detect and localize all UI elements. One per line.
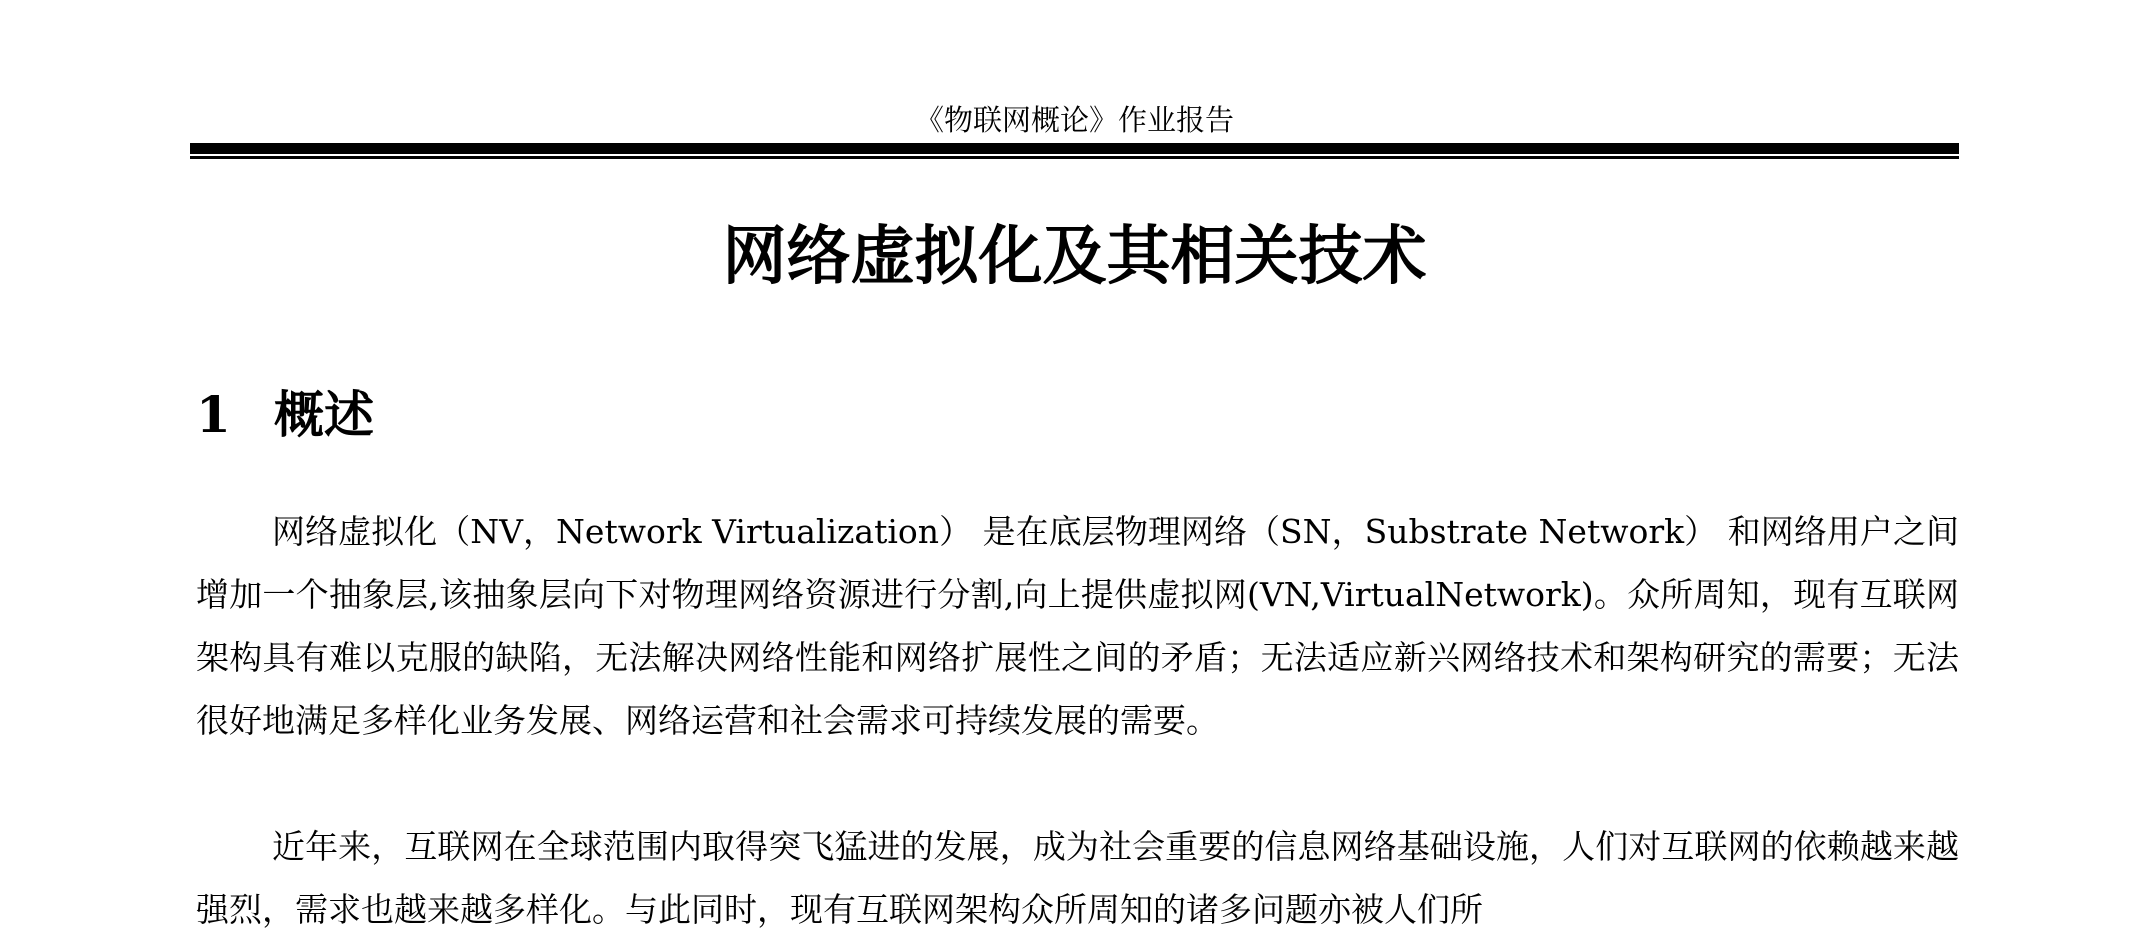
section-heading [196, 380, 374, 450]
header-rule-thick [190, 143, 1959, 154]
section-number: 1 [196, 385, 231, 444]
header-rule-thin [190, 156, 1959, 159]
body-paragraph: 网络虚拟化（NV，Network Virtualization） 是在底层物理网络（SN，Substrate Network） 和网络用户之间增加一个抽象层,该抽象层向下对物理网络资源进行分割,向上提供虚拟网(VN,VirtualNetwork)。众所周知，现有互联网架构具有难以克服的缺陷，无法解决网络性能和网络扩展性之间的矛盾；无法适应新兴网络技术和架构研究的需要；无法很好地满足多样化业务发展、网络运营和社会需求可持续发展的需要。 [196, 512, 1959, 740]
page-header: 《物联网概论》作业报告 [914, 103, 1234, 137]
document-title: 网络虚拟化及其相关技术 [722, 219, 1427, 294]
body-paragraph: 近年来，互联网在全球范围内取得突飞猛进的发展，成为社会重要的信息网络基础设施，人们对互联网的依赖越来越强烈，需求也越来越多样化。与此同时，现有互联网架构众所周知的诸多问题亦被人们所 [196, 827, 1959, 929]
section-title: 概述 [274, 385, 374, 444]
